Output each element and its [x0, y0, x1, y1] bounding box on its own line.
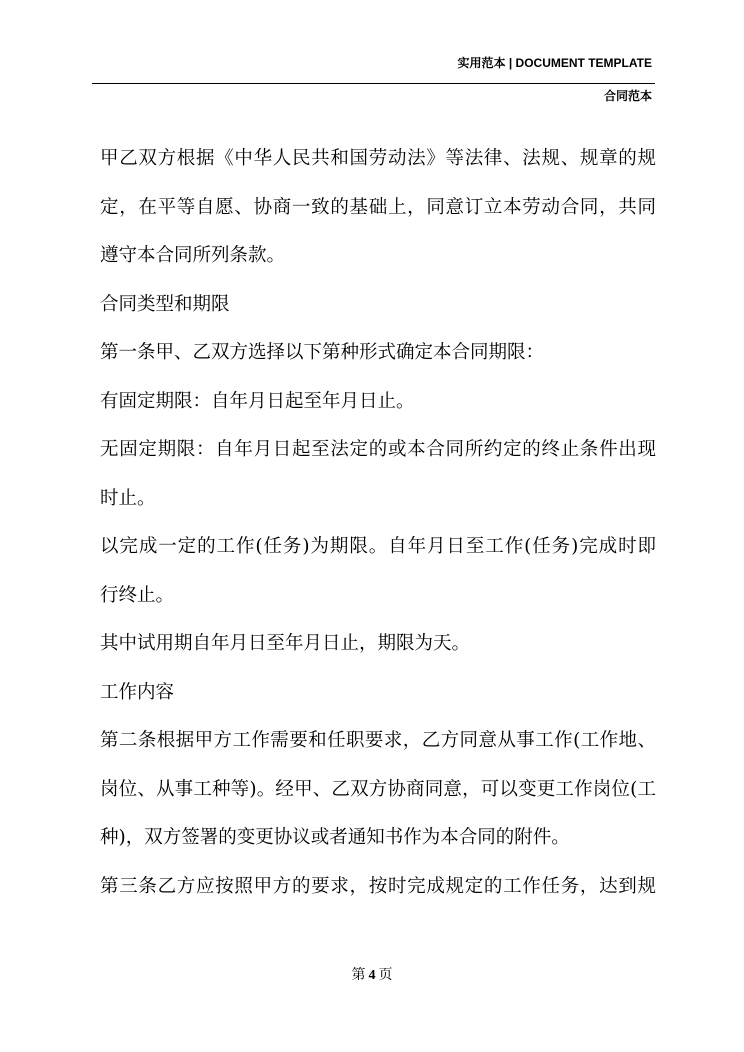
body-line: 第二条根据甲方工作需要和任职要求，乙方同意从事工作(工作地、 — [100, 730, 656, 751]
body-line: 有固定期限：自年月日起至年月日止。 — [100, 390, 415, 412]
body-line: 甲乙双方根据《中华人民共和国劳动法》等法律、法规、规章的规 — [100, 148, 656, 169]
header-divider — [92, 83, 655, 84]
body-line: 行终止。 — [100, 584, 175, 606]
section-heading: 合同类型和期限 — [100, 293, 230, 315]
body-line: 无固定期限：自年月日起至法定的或本合同所约定的终止条件出现 — [100, 439, 656, 460]
body-line: 定，在平等自愿、协商一致的基础上，同意订立本劳动合同，共同 — [100, 196, 656, 218]
header-title: 实用范本 | DOCUMENT TEMPLATE — [457, 56, 652, 70]
body-line: 以完成一定的工作(任务)为期限。自年月日至工作(任务)完成时即 — [100, 536, 656, 557]
page-suffix: 页 — [378, 967, 393, 983]
section-heading: 工作内容 — [100, 681, 175, 703]
body-line: 第三条乙方应按照甲方的要求，按时完成规定的工作任务，达到规 — [100, 875, 656, 897]
document-body — [100, 135, 656, 911]
header-subtitle: 合同范本 — [603, 89, 652, 103]
body-line: 岗位、从事工种等)。经甲、乙双方协商同意，可以变更工作岗位(工 — [100, 778, 656, 800]
body-line: 遵守本合同所列条款。 — [100, 245, 286, 266]
page-number-footer — [0, 964, 744, 984]
body-line: 第一条甲、乙双方选择以下第种形式确定本合同期限： — [100, 342, 545, 363]
body-line: 时止。 — [100, 487, 156, 509]
page-prefix: 第 — [351, 967, 366, 983]
page-number: 4 — [368, 968, 376, 983]
body-line: 其中试用期自年月日至年月日止，期限为天。 — [100, 633, 471, 654]
body-line: 种)，双方签署的变更协议或者通知书作为本合同的附件。 — [100, 827, 570, 848]
